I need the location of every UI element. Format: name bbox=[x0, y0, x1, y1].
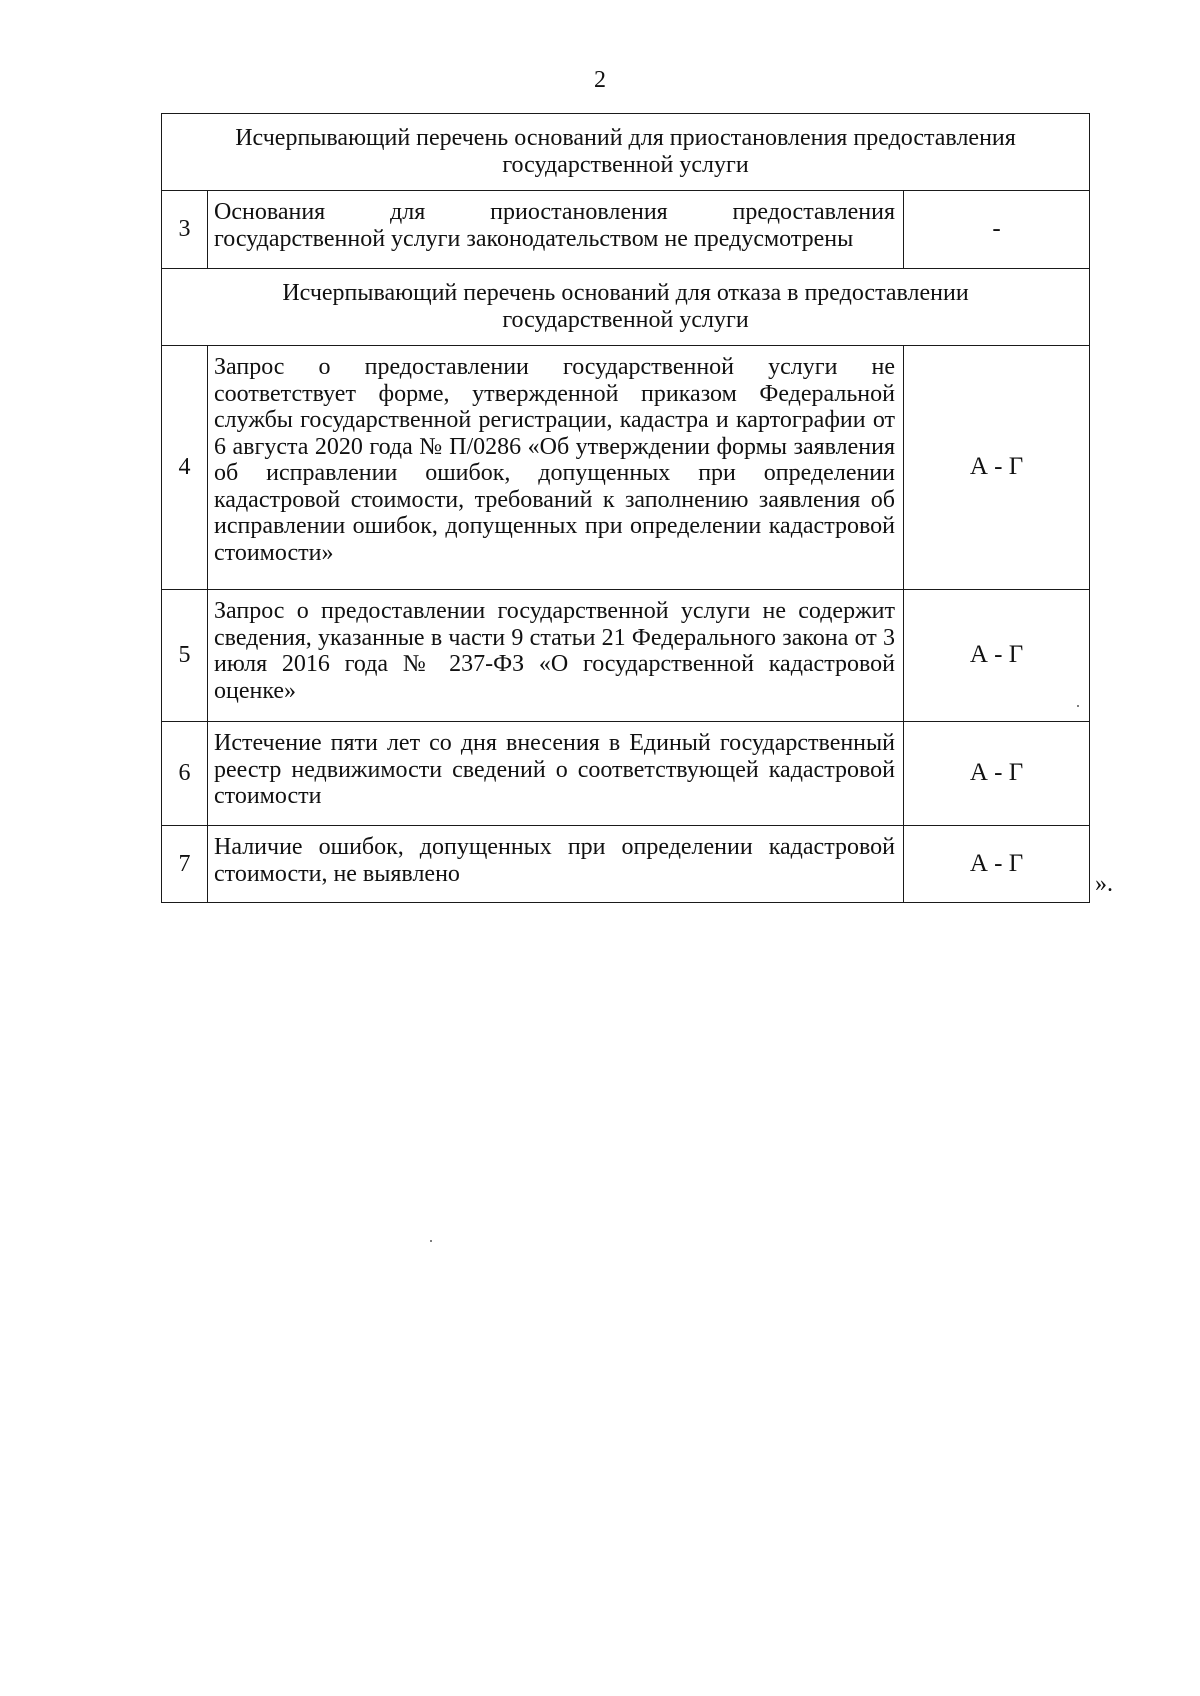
row-reference: А - Г bbox=[904, 722, 1090, 826]
row-text: Запрос о предоставлении государственной услуги не содержит сведения, указанные в части 9 статьи 21 Федерального закона от 3 июля 2016 года № 237-ФЗ «О государственной кадастровой оценке» bbox=[208, 590, 904, 722]
grounds-table bbox=[161, 113, 1090, 903]
heading-line: государственной услуги bbox=[502, 151, 749, 178]
row-reference: А - Г bbox=[904, 590, 1090, 722]
row-number: 5 bbox=[162, 590, 208, 722]
heading-line: государственной услуги bbox=[502, 306, 749, 333]
row-text: Запрос о предоставлении государственной услуги не соответствует форме, утвержденной приказом Федеральной службы государственной регистрации, кадастра и картографии от 6 августа 2020 года № П/0286 «Об утверждении формы заявления об исправлении ошибок, допущенных при определении кадастровой стоимости, требований к заполнению заявления об исправлении ошибок, допущенных при определении кадастровой стоимости» bbox=[208, 346, 904, 590]
row-number: 6 bbox=[162, 722, 208, 826]
section-heading-refusal bbox=[162, 269, 1090, 346]
row-text: Истечение пяти лет со дня внесения в Единый государственный реестр недвижимости сведений о соответствующей кадастровой стоимости bbox=[208, 722, 904, 826]
row-number: 7 bbox=[162, 826, 208, 903]
closing-quote: ». bbox=[1095, 871, 1113, 897]
section-heading-suspension bbox=[162, 114, 1090, 191]
table-row bbox=[162, 191, 1090, 269]
table-row bbox=[162, 590, 1090, 722]
heading-line: Исчерпывающий перечень оснований для приостановления предоставления bbox=[235, 125, 1016, 151]
table-row bbox=[162, 722, 1090, 826]
scan-speck bbox=[1077, 705, 1079, 707]
scan-speck bbox=[430, 1240, 432, 1242]
row-number: 3 bbox=[162, 191, 208, 269]
row-text: Основания для приостановления предоставления государственной услуги законодательством не предусмотрены bbox=[208, 191, 904, 269]
section-heading-row bbox=[162, 269, 1090, 346]
heading-line: Исчерпывающий перечень оснований для отказа в предоставлении bbox=[282, 280, 969, 306]
row-reference: А - Г bbox=[904, 346, 1090, 590]
row-number: 4 bbox=[162, 346, 208, 590]
row-reference: - bbox=[904, 191, 1090, 269]
section-heading-row bbox=[162, 114, 1090, 191]
table-row bbox=[162, 346, 1090, 590]
page-number: 2 bbox=[594, 67, 606, 93]
table-row bbox=[162, 826, 1090, 903]
row-reference: А - Г bbox=[904, 826, 1090, 903]
row-text: Наличие ошибок, допущенных при определении кадастровой стоимости, не выявлено bbox=[208, 826, 904, 903]
